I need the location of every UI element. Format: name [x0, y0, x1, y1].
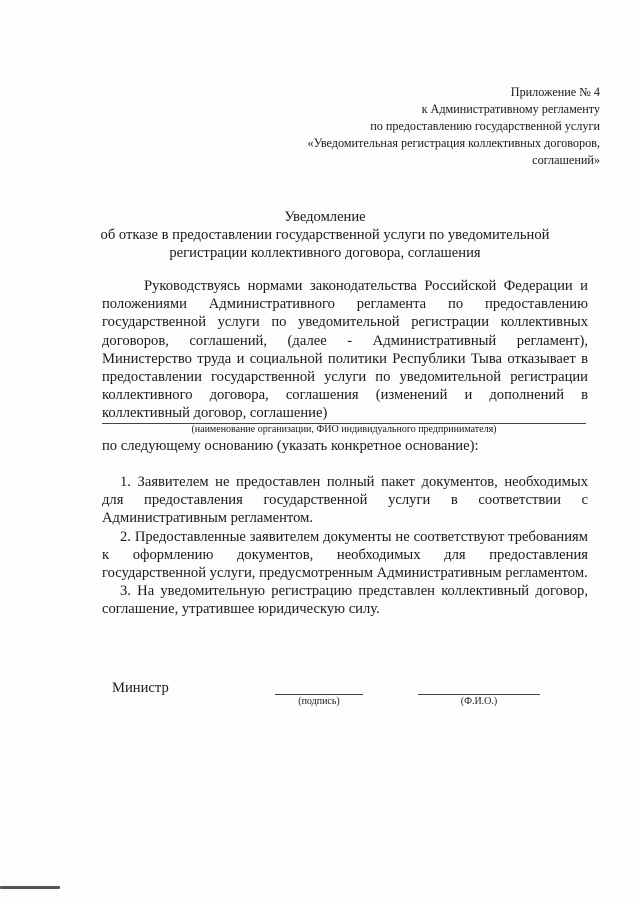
reason-item: 1. Заявителем не предоставлен полный пакет документов, необходимых для предоставления государственной услуги в соответствии с Административным регламентом. — [102, 474, 588, 527]
appendix-line: «Уведомительная регистрация коллективных договоров, — [307, 136, 600, 150]
reasons-list — [102, 473, 588, 619]
title-line-2: об отказе в предоставлении государственной услуги по уведомительной — [100, 227, 550, 243]
appendix-line: соглашений» — [532, 153, 600, 167]
signatory-position: Министр — [112, 680, 169, 696]
reason-item: 3. На уведомительную регистрацию представлен коллективный договор, соглашение, утратившее юридическую силу. — [102, 583, 588, 618]
title-line-3: регистрации коллективного договора, соглашения — [169, 245, 481, 261]
reason-item: 2. Предоставленные заявителем документы не соответствуют требованиям к оформлению документов, необходимых для предоставления государственной услуги, предусмотренным Административным регламентом. — [102, 528, 588, 582]
body-paragraph: Руководствуясь нормами законодательства Российской Федерации и положениями Административного регламента по предоставлению государственной услуги по уведомительной регистрации коллективных договоров, соглашений, (далее - Административный регламент), Министерство труда и социальной политики Республики Тыва отказывает в предоставлении государственной услуги по уведомительной регистрации коллективного договора, соглашения (изменений и дополнений в коллективный договор, соглашение) — [102, 278, 588, 422]
document-title — [90, 208, 560, 262]
scan-artifact — [0, 886, 60, 889]
full-name-caption: (Ф.И.О.) — [460, 696, 498, 707]
organization-caption: (наименование организации, ФИО индивидуального предпринимателя) — [191, 424, 497, 435]
appendix-line: к Административному регламенту — [421, 102, 600, 116]
signature-line — [275, 694, 363, 695]
appendix-line: Приложение № 4 — [510, 85, 600, 99]
title-line-1: Уведомление — [284, 209, 366, 225]
signature-caption: (подпись) — [298, 696, 340, 707]
full-name-line — [418, 694, 540, 695]
basis-text: по следующему основанию (указать конкретное основание): — [102, 438, 479, 454]
appendix-line: по предоставлению государственной услуги — [370, 119, 600, 133]
appendix-header — [240, 84, 600, 169]
